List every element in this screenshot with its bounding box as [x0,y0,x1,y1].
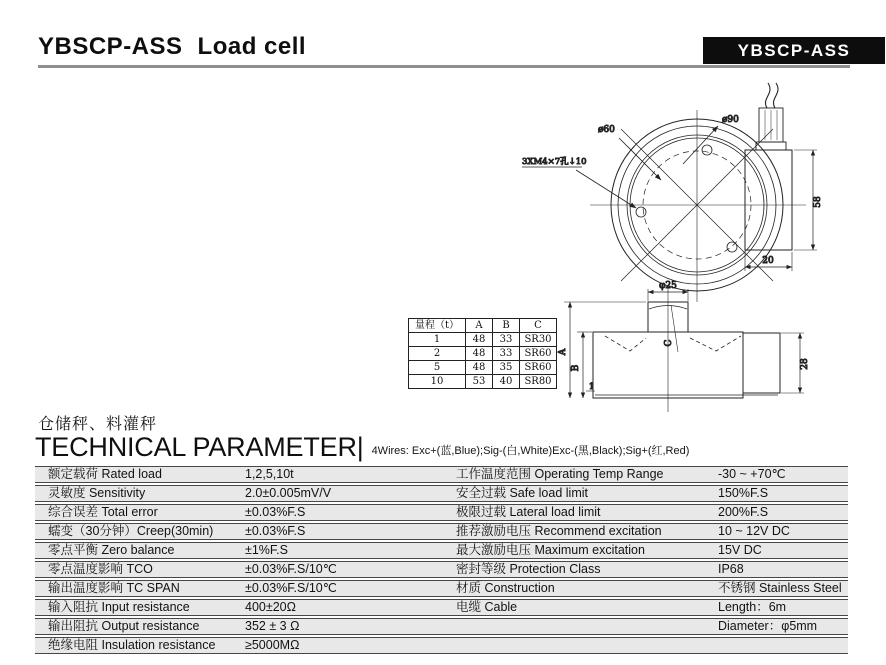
param-label: 零点平衡 Zero balance [48,543,175,557]
load-cell-side-view [745,83,823,271]
param-value: ±0.03%F.S [245,505,306,519]
param-value: ≥5000MΩ [245,638,300,652]
param-value: 2.0±0.005mV/V [245,486,332,500]
dim-col-a: A [466,319,493,333]
technical-drawing [520,80,886,425]
table-row [35,637,848,654]
dim-width20-label: 20 [762,256,774,266]
dim-col-c: C [520,319,557,333]
title-rule [38,65,850,68]
dim-c-label: C [664,339,674,347]
param-value: ±1%F.S [245,543,288,557]
param-value: Length：6m [718,600,787,614]
cell: 33 [493,333,520,347]
model-badge: YBSCP-ASS [703,37,885,64]
table-row [35,466,848,483]
param-value: 200%F.S [718,505,769,519]
dim-b-label: B [571,364,581,372]
param-value: ±0.03%F.S [245,524,306,538]
dim-a-label: A [558,348,568,356]
cell: SR30 [520,333,557,347]
cell: 40 [493,375,520,389]
page-title [38,33,306,61]
param-value: ±0.03%F.S/10℃ [245,562,337,576]
table-row [35,580,848,597]
param-label: 密封等级 Protection Class [456,562,601,576]
dim-height58-label: 58 [813,196,823,208]
parameter-table [35,466,848,656]
dimension-table [408,318,557,389]
cell: SR80 [520,375,557,389]
cable [765,83,770,108]
table-row [35,542,848,559]
table-row [409,375,557,389]
param-value: 10 ~ 12V DC [718,524,790,538]
param-label: 工作温度范围 Operating Temp Range [456,467,664,481]
param-label: 灵敏度 Sensitivity [48,486,146,500]
param-label: 输出温度影响 TC SPAN [48,581,180,595]
table-row [35,504,848,521]
bolt-holes-note: 3XM4×7孔↓10 [522,157,587,167]
param-label: 材质 Construction [456,581,555,595]
dim-one-label: 1 [589,382,595,391]
cell: 35 [493,361,520,375]
cell: 48 [466,333,493,347]
cell: 2 [409,347,466,361]
param-label: 极限过载 Lateral load limit [456,505,601,519]
param-value: 400±20Ω [245,600,296,614]
dim-col-b: B [493,319,520,333]
param-label: 综合误差 Total error [48,505,158,519]
param-label: 绝缘电阻 Insulation resistance [48,638,216,652]
param-value: Diameter：φ5mm [718,619,818,633]
table-row [35,599,848,616]
table-row [409,333,557,347]
table-row [409,347,557,361]
param-value: 1,2,5,10t [245,467,294,481]
dimension-table-header [409,319,557,333]
application-text: 仓储秤、料灌秤 [38,416,158,433]
title-product: Load cell [197,33,307,60]
table-row [35,485,848,502]
param-label: 电缆 Cable [456,600,518,614]
param-label [450,619,718,634]
param-value: 150%F.S [718,486,769,500]
param-value: 15V DC [718,543,762,557]
param-value: ±0.03%F.S/10℃ [245,581,337,595]
dim-dia90-label: ø90 [722,115,739,125]
param-label: 推荐激励电压 Recommend excitation [456,524,662,538]
cell: SR60 [520,361,557,375]
dim-dia25-label: φ25 [659,281,677,291]
param-value: -30 ~ +70℃ [718,467,786,481]
cell: 10 [409,375,466,389]
cell: 53 [466,375,493,389]
cell: 33 [493,347,520,361]
param-value: 352 ± 3 Ω [245,619,300,633]
param-label: 输出阻抗 Output resistance [48,619,200,633]
param-label: 输入阻抗 Input resistance [48,600,190,614]
cell: 48 [466,347,493,361]
param-label [450,638,718,653]
dim-col-capacity: 量程（t） [409,319,466,333]
section-title: TECHNICAL PARAMETER| [35,432,364,462]
param-label: 零点温度影响 TCO [48,562,153,576]
param-value: 不锈钢 Stainless Steel [718,581,842,595]
param-label: 安全过载 Safe load limit [456,486,588,500]
load-cell-top-view [522,110,806,302]
param-label: 蠕变（30分钟）Creep(30min) [48,524,214,538]
table-row [35,561,848,578]
dim-height28-label: 28 [800,358,810,370]
param-value [718,638,848,653]
param-value: IP68 [718,562,744,576]
cell: SR60 [520,347,557,361]
table-row [35,618,848,635]
title-model: YBSCP-ASS [38,33,183,60]
table-row [35,523,848,540]
param-label: 最大激励电压 Maximum excitation [456,543,645,557]
table-row [409,361,557,375]
section-heading [35,432,689,463]
cell: 5 [409,361,466,375]
cell: 1 [409,333,466,347]
cell: 48 [466,361,493,375]
load-cell-section-view [558,281,810,412]
param-label: 额定载荷 Rated load [48,467,162,481]
wiring-note: 4Wires: Exc+(蓝,Blue);Sig-(白,White)Exc-(黑,Black);Sig+(红,Red) [371,445,690,457]
dim-dia60-label: ø60 [598,125,615,135]
